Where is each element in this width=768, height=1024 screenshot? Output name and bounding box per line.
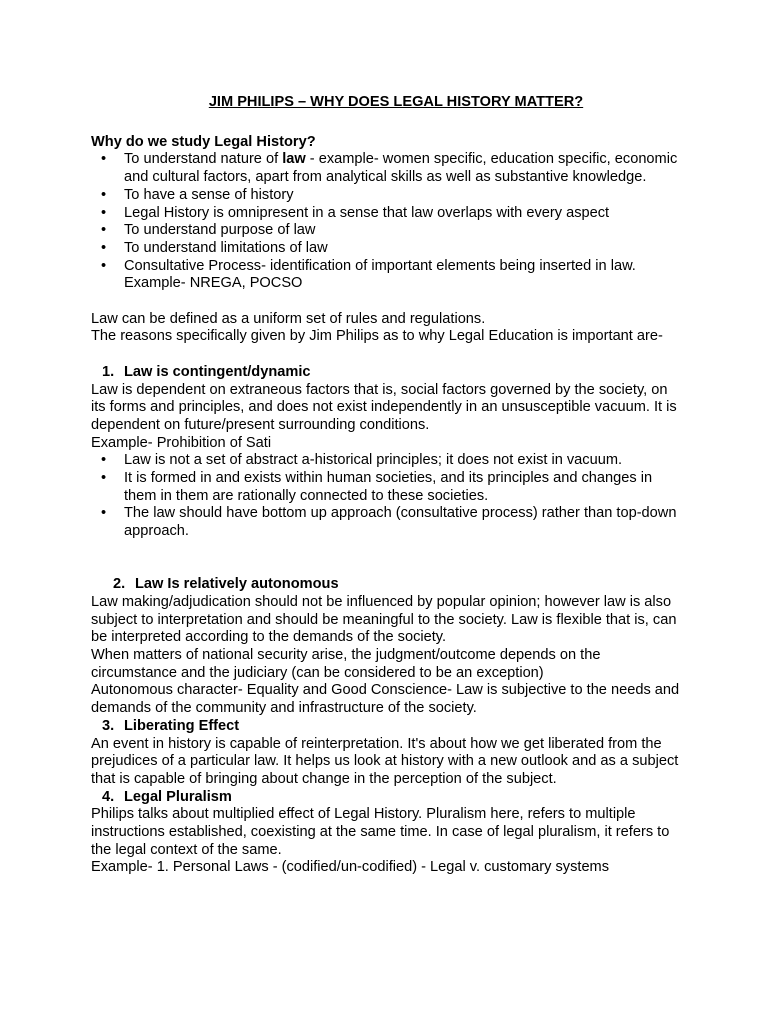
list-item: • To understand limitations of law bbox=[101, 239, 328, 256]
list-item: • It is formed in and exists within human societies, and its principles and changes in them in them are rationally connected to these societies. bbox=[101, 470, 653, 504]
list-item: • To have a sense of history bbox=[101, 186, 294, 203]
section-paragraph: Philips talks about multiplied effect of Legal History. Pluralism here, refers to multiple instructions established, coexisting at the same time. In case of legal pluralism, it refers to the legal context of the same. bbox=[91, 806, 670, 858]
section-paragraph: Autonomous character- Equality and Good Conscience- Law is subjective to the needs and demands of the community and infrastructure of the society. bbox=[91, 682, 680, 717]
document-page bbox=[91, 94, 681, 877]
bullet-icon: • bbox=[101, 222, 107, 239]
bullet-icon: • bbox=[101, 505, 107, 522]
bullet-icon: • bbox=[101, 186, 107, 203]
why-list bbox=[91, 151, 681, 275]
page-title: JIM PHILIPS – WHY DOES LEGAL HISTORY MATTER? bbox=[208, 94, 584, 110]
bullet-icon: • bbox=[101, 151, 107, 168]
bullet-icon: • bbox=[101, 470, 107, 487]
list-continuation: Example- NREGA, POCSO bbox=[124, 275, 303, 292]
bold-law: law bbox=[282, 151, 306, 168]
list-item: • Consultative Process- identification of important elements being inserted in law. bbox=[101, 257, 636, 274]
section-heading: 1. Law is contingent/dynamic bbox=[102, 363, 311, 380]
bullet-icon: • bbox=[101, 239, 107, 256]
section-paragraph: An event in history is capable of reinterpretation. It's about how we get liberated from the prejudices of a particular law. It helps us look at history with a new outlook and as a subject that is capable of bringing about change in the perception of the subject. bbox=[91, 735, 679, 787]
list-item: • To understand purpose of law bbox=[101, 222, 316, 239]
intro-paragraph: Law can be defined as a uniform set of rules and regulations. bbox=[91, 310, 486, 327]
section-heading: 4. Legal Pluralism bbox=[102, 788, 232, 805]
bullet-icon: • bbox=[101, 452, 107, 469]
why-heading: Why do we study Legal History? bbox=[91, 133, 316, 150]
section-paragraph: Law is dependent on extraneous factors that is, social factors governed by the society, on its forms and principles, and does not exist independently in an unsusceptible vacuum. It is dependent on future/present surrounding conditions. bbox=[91, 381, 677, 433]
section-paragraph: When matters of national security arise, the judgment/outcome depends on the circumstance and the judiciary (can be considered to be an exception) bbox=[91, 647, 601, 681]
bullet-icon: • bbox=[101, 257, 107, 274]
list-item: • To understand nature of law - example- women specific, education specific, economic and cultural factors, apart from analytical skills as well as substantive knowledge. bbox=[101, 151, 678, 186]
section-heading: 2. Law Is relatively autonomous bbox=[113, 576, 339, 593]
intro-paragraph: The reasons specifically given by Jim Philips as to why Legal Education is important are- bbox=[91, 328, 663, 345]
section-paragraph: Example- 1. Personal Laws - (codified/un-codified) - Legal v. customary systems bbox=[91, 859, 610, 876]
section-paragraph: Law making/adjudication should not be influenced by popular opinion; however law is also subject to interpretation and should be meaningful to the society. Law is flexible that is, can be interpreted according to the demands of the society. bbox=[91, 593, 677, 646]
section-paragraph: Example- Prohibition of Sati bbox=[91, 434, 272, 451]
bullet-icon: • bbox=[101, 204, 107, 221]
section-heading: 3. Liberating Effect bbox=[102, 717, 240, 734]
list-item: • The law should have bottom up approach (consultative process) rather than top-down approach. bbox=[101, 505, 677, 540]
list-item: • Legal History is omnipresent in a sense that law overlaps with every aspect bbox=[101, 204, 610, 221]
list-item: • Law is not a set of abstract a-historical principles; it does not exist in vacuum. bbox=[101, 452, 623, 469]
section-list bbox=[91, 452, 681, 541]
